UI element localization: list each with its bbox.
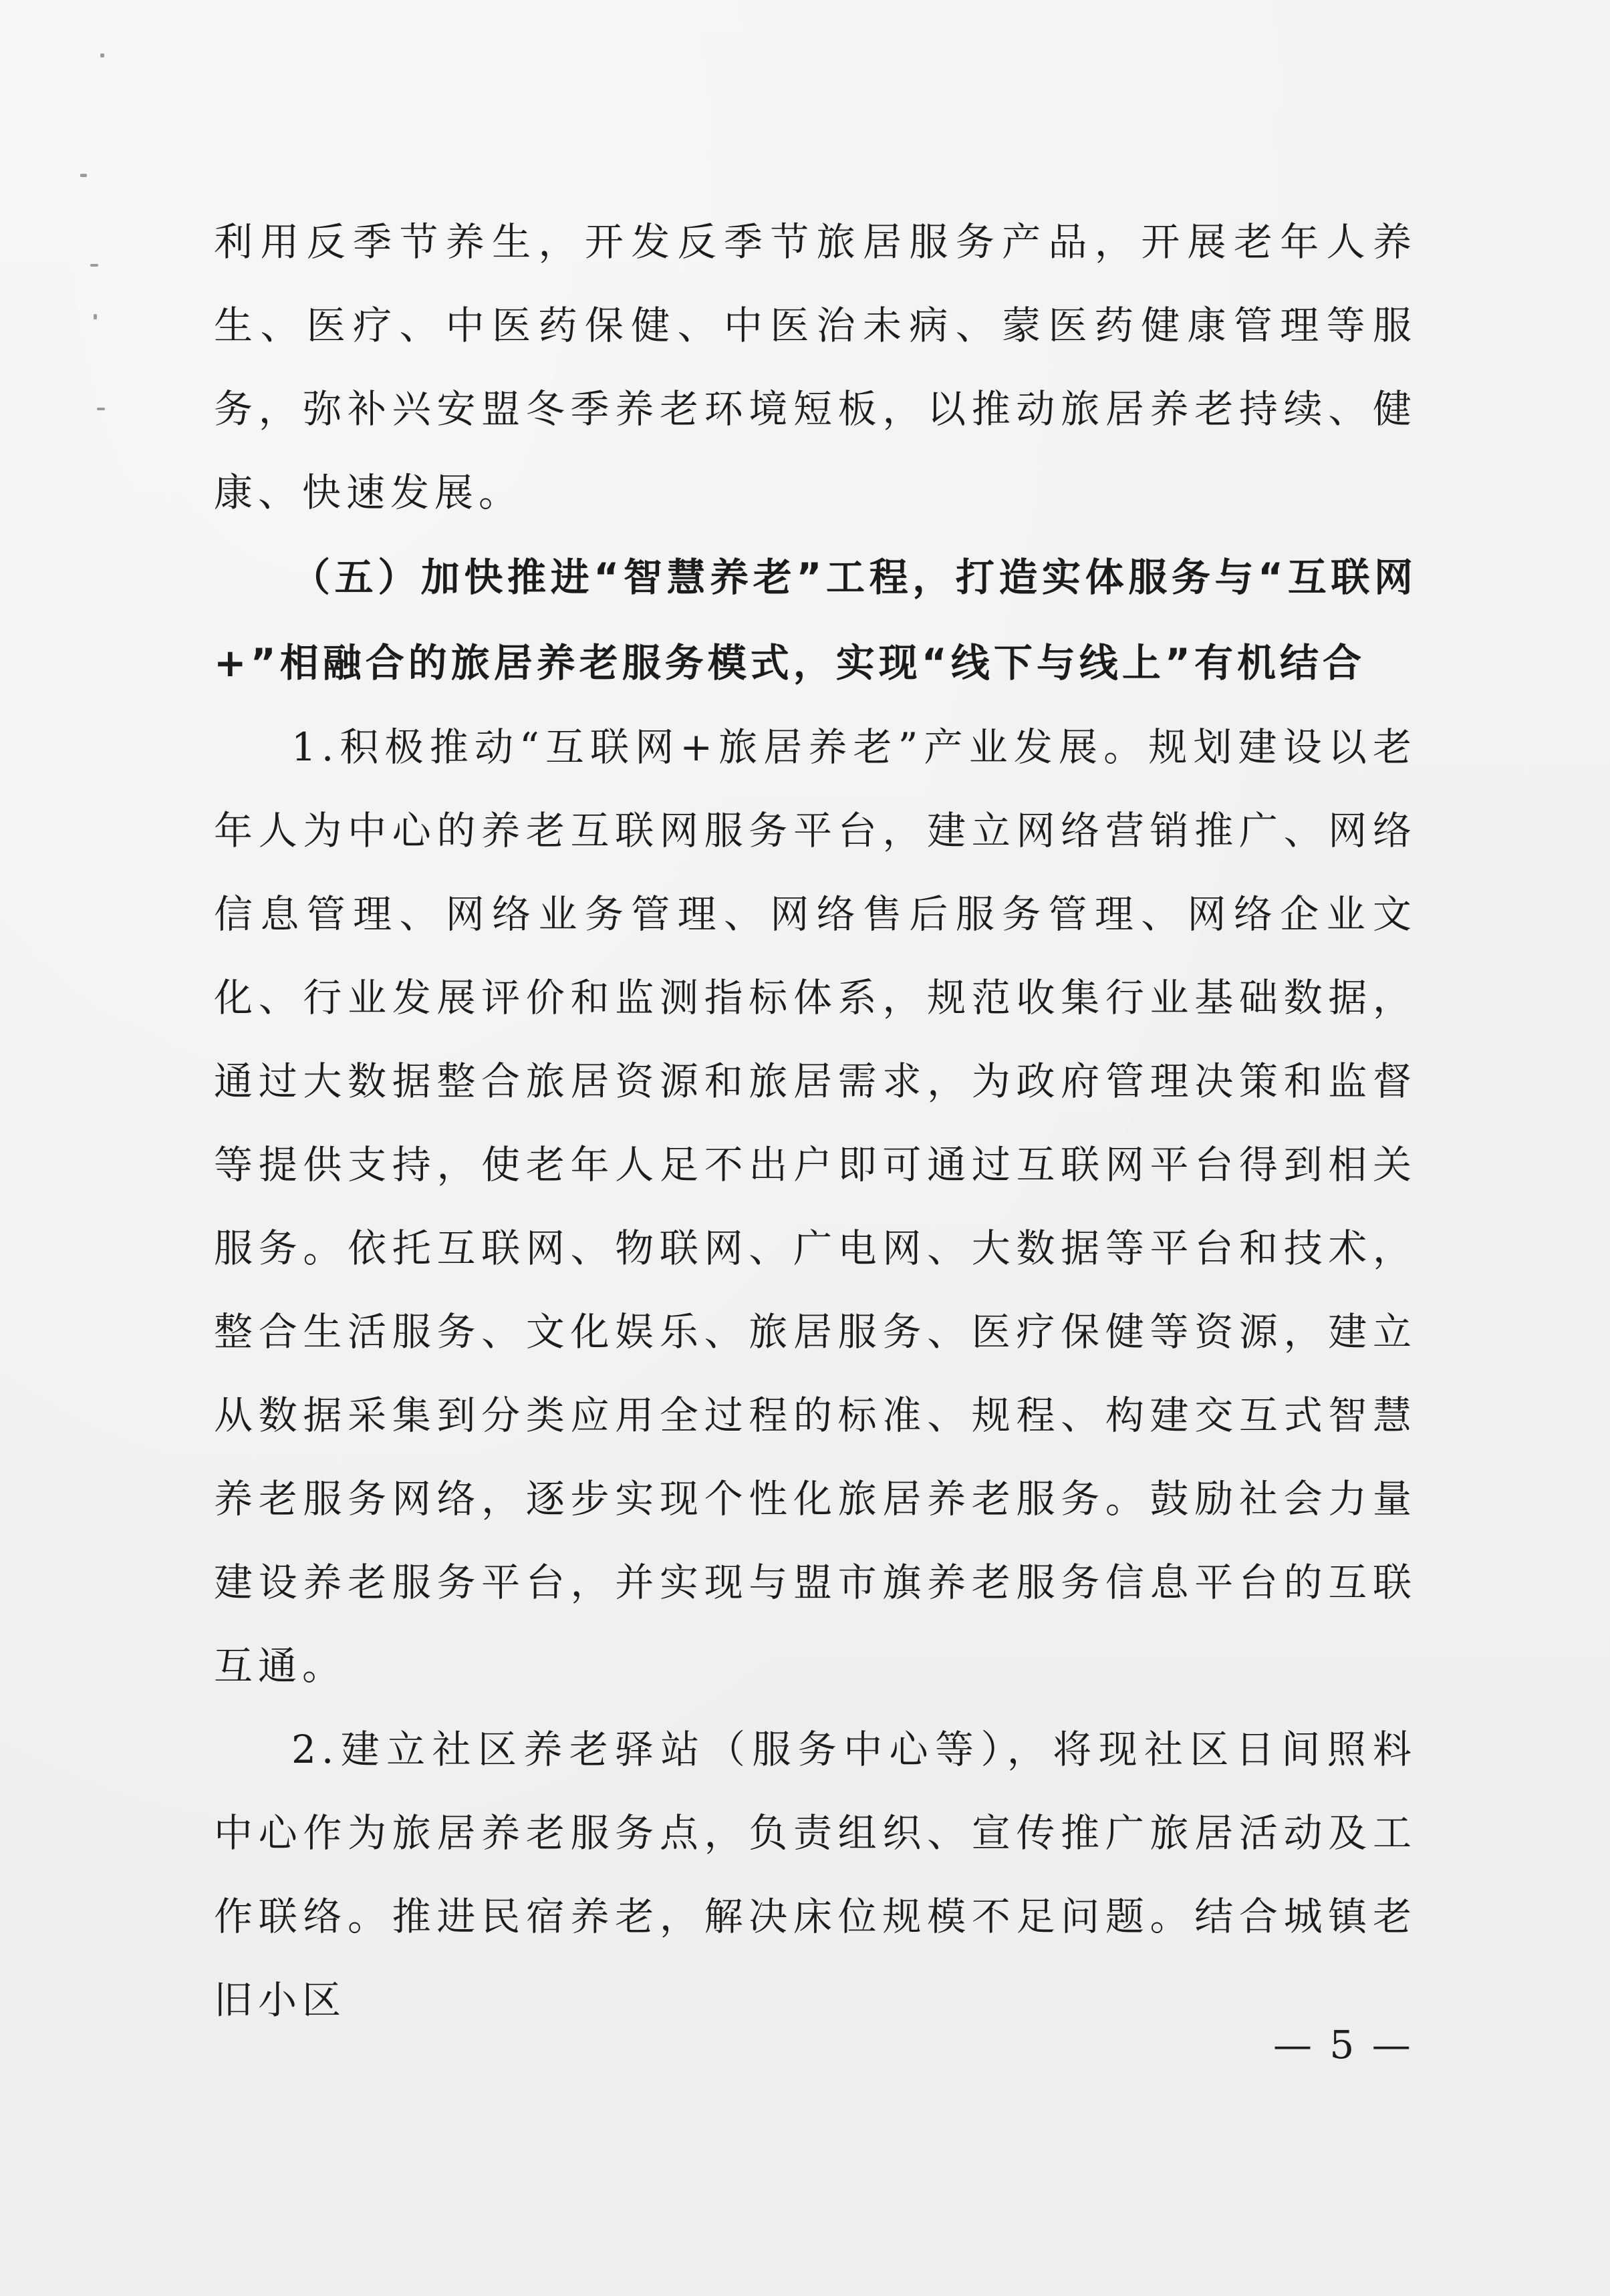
scan-speck [97, 408, 105, 410]
paragraph-continued: 利用反季节养生，开发反季节旅居服务产品，开展老年人养生、医疗、中医药保健、中医治未病、蒙医药健康管理等服务，弥补兴安盟冬季养老环境短板，以推动旅居养老持续、健康、快速发展。 [214, 219, 1417, 515]
paragraph-item-1: 1.积极推动“互联网+旅居养老”产业发展。规划建设以老年人为中心的养老互联网服务平台，建立网络营销推广、网络信息管理、网络业务管理、网络售后服务管理、网络企业文化、行业发展评价和监测指标体系，规范收集行业基础数据，通过大数据整合旅居资源和旅居需求，为政府管理决策和监督等提供支持，使老年人足不出户即可通过互联网平台得到相关服务。依托互联网、物联网、广电网、大数据等平台和技术，整合生活服务、文化娱乐、旅居服务、医疗保健等资源，建立从数据采集到分类应用全过程的标准、规程、构建交互式智慧养老服务网络，逐步实现个性化旅居养老服务。鼓励社会力量建设养老服务平台，并实现与盟市旗养老服务信息平台的互联互通。 [214, 724, 1417, 1689]
document-body [214, 200, 1417, 2042]
section-heading: （五）加快推进“智慧养老”工程，打造实体服务与“互联网+”相融合的旅居养老服务模式，实现“线下与线上”有机结合 [214, 555, 1417, 686]
paragraph-item-2: 2.建立社区养老驿站（服务中心等），将现社区日间照料中心作为旅居养老服务点，负责组织、宣传推广旅居活动及工作联络。推进民宿养老，解决床位规模不足问题。结合城镇老旧小区 [214, 1727, 1417, 2023]
scan-speck [100, 53, 104, 57]
scan-speck [80, 174, 87, 177]
scan-speck [94, 314, 97, 319]
scan-speck [90, 264, 98, 267]
page-number: — 5 — [1273, 2022, 1414, 2067]
